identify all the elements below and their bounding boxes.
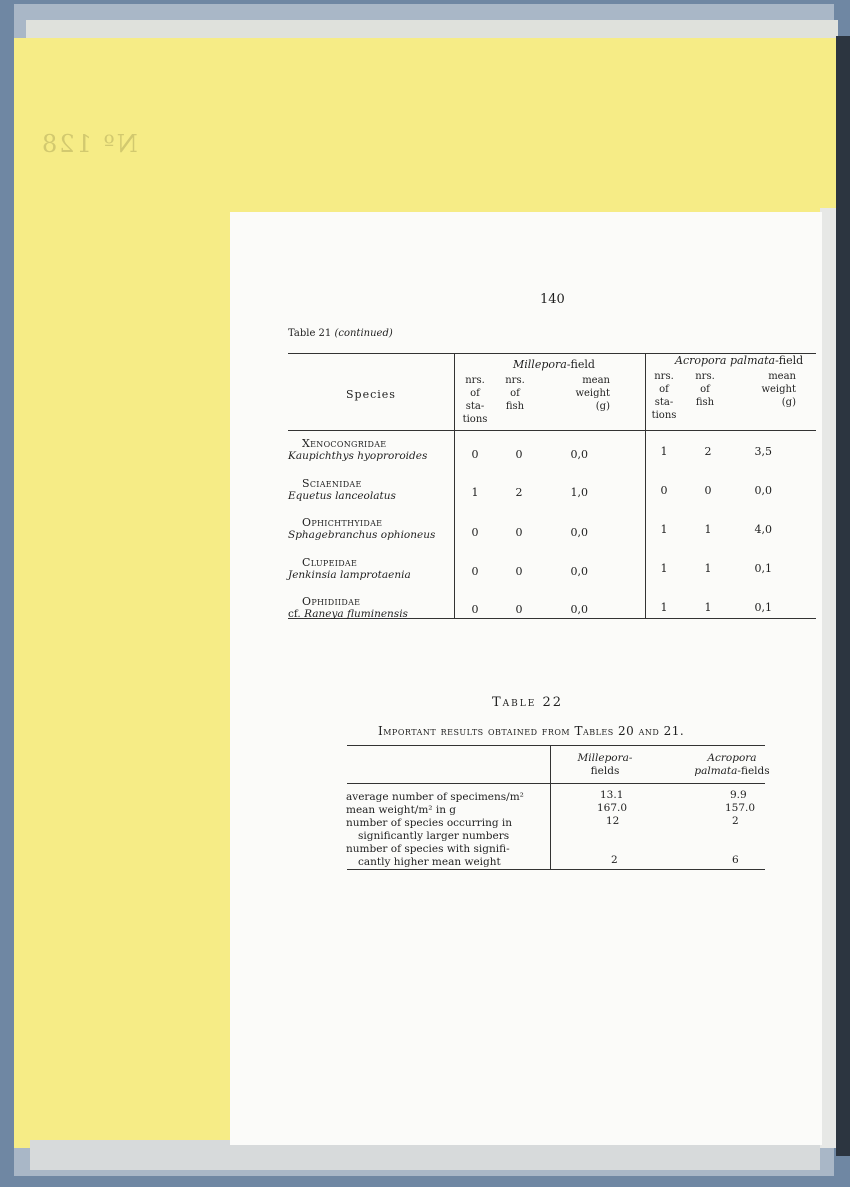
row4-m-stations: 0 xyxy=(471,603,479,616)
row3-species: Jenkinsia lamprotaenia xyxy=(288,569,411,581)
row0-species: Kaupichthys hyoproroides xyxy=(288,450,428,462)
t22-label-1: mean weight/m² in g xyxy=(346,804,457,816)
t22-label-5: cantly higher mean weight xyxy=(358,856,501,868)
row1-species: Equetus lanceolatus xyxy=(288,490,396,502)
table22-top-rule xyxy=(347,745,765,746)
m-fish-header: nrs. of fish xyxy=(505,375,525,412)
m-stations-header: nrs. of sta- tions xyxy=(462,375,488,425)
row4-family: Ophidiidae xyxy=(302,595,361,608)
t22-a-value-2: 2 xyxy=(732,815,739,827)
t22-a-value-3: 6 xyxy=(732,854,739,866)
t22-label-2: number of species occurring in xyxy=(346,817,513,829)
row1-a-stations: 0 xyxy=(660,484,668,497)
a-fish-header: nrs. of fish xyxy=(695,371,715,408)
t22-m-value-0: 13.1 xyxy=(600,789,624,801)
table21-divider-2 xyxy=(645,353,646,618)
page-number: 140 xyxy=(540,292,565,307)
row2-a-stations: 1 xyxy=(660,523,668,536)
row4-a-stations: 1 xyxy=(660,601,668,614)
a-weight-header: mean weight (g) xyxy=(761,371,796,408)
group2-header: Acropora palmata-field xyxy=(675,354,804,367)
t22-col1-header: Millepora- fields xyxy=(577,752,633,777)
row2-m-fish: 0 xyxy=(515,526,523,539)
row0-m-weight: 0,0 xyxy=(570,448,588,461)
row2-species: Sphagebranchus ophioneus xyxy=(288,529,436,541)
page-edge xyxy=(820,208,836,1148)
group1-header: Millepora-field xyxy=(513,358,595,371)
row3-a-stations: 1 xyxy=(660,562,668,575)
row3-a-weight: 0,1 xyxy=(754,562,772,575)
row0-m-stations: 0 xyxy=(471,448,479,461)
row4-a-weight: 0,1 xyxy=(754,601,772,614)
row0-a-fish: 2 xyxy=(704,445,712,458)
table22-header-rule xyxy=(347,783,765,784)
row1-a-weight: 0,0 xyxy=(754,484,772,497)
row1-a-fish: 0 xyxy=(704,484,712,497)
t22-label-3: significantly larger numbers xyxy=(358,830,510,842)
t22-label-0: average number of specimens/m² xyxy=(346,791,524,803)
row1-m-fish: 2 xyxy=(515,486,523,499)
row1-m-stations: 1 xyxy=(471,486,479,499)
a-stations-header: nrs. of sta- tions xyxy=(651,371,677,421)
t22-a-value-0: 9.9 xyxy=(730,789,747,801)
table22-subtitle: Important results obtained from Tables 20 and 21. xyxy=(378,724,685,738)
row2-m-weight: 0,0 xyxy=(570,526,588,539)
row1-family: Sciaenidae xyxy=(302,477,362,490)
t22-label-4: number of species with signifi- xyxy=(346,843,510,855)
row1-m-weight: 1,0 xyxy=(570,486,588,499)
row4-m-weight: 0,0 xyxy=(570,603,588,616)
table22-bottom-rule xyxy=(347,869,765,870)
row0-m-fish: 0 xyxy=(515,448,523,461)
t22-m-value-1: 167.0 xyxy=(597,802,628,814)
right-edge-shadow xyxy=(836,36,850,1156)
row4-a-fish: 1 xyxy=(704,601,712,614)
row2-m-stations: 0 xyxy=(471,526,479,539)
table22-divider xyxy=(550,745,551,869)
t22-a-value-1: 157.0 xyxy=(725,802,756,814)
row4-m-fish: 0 xyxy=(515,603,523,616)
species-header: Species xyxy=(346,388,396,401)
row4-species-line: cf. Raneya fluminensis xyxy=(288,608,408,620)
document-page xyxy=(230,212,822,1145)
table21-header-rule xyxy=(288,430,816,431)
row2-a-weight: 4,0 xyxy=(754,523,772,536)
row3-a-fish: 1 xyxy=(704,562,712,575)
row0-a-weight: 3,5 xyxy=(754,445,772,458)
row2-family: Ophichthyidae xyxy=(302,516,383,529)
row3-m-weight: 0,0 xyxy=(570,565,588,578)
row0-a-stations: 1 xyxy=(660,445,668,458)
table22-title: Table 22 xyxy=(492,695,564,710)
t22-col2-header: Acropora palmata-fields xyxy=(694,752,770,777)
row3-family: Clupeidae xyxy=(302,556,358,569)
table21-divider-1 xyxy=(454,353,455,618)
m-weight-header: mean weight (g) xyxy=(575,375,610,412)
t22-m-value-2: 12 xyxy=(606,815,620,827)
row2-a-fish: 1 xyxy=(704,523,712,536)
t22-m-value-3: 2 xyxy=(611,854,618,866)
row3-m-fish: 0 xyxy=(515,565,523,578)
yellow-sheet-number: Nº 128 xyxy=(40,130,138,158)
table21-caption: Table 21 (continued) xyxy=(288,328,393,339)
row3-m-stations: 0 xyxy=(471,565,479,578)
row0-family: Xenocongridae xyxy=(302,437,387,450)
